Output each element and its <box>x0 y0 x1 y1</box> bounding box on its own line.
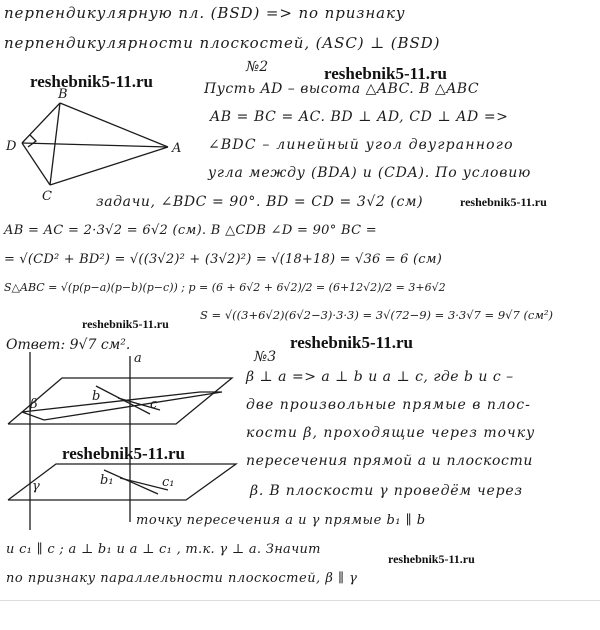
vertex-b-label: B <box>58 87 68 102</box>
answer: Ответ: 9√7 см². <box>6 337 131 353</box>
text-line-16: β. В плоскости γ проведём через <box>250 483 523 499</box>
line-a-label: a <box>134 351 142 366</box>
watermark: reshebnik5-11.ru <box>290 333 413 352</box>
text-line-4: AB = BC = AC. BD ⊥ AD, CD ⊥ AD => <box>210 109 509 125</box>
watermark: reshebnik5-11.ru <box>324 64 447 83</box>
text-line-18: и c₁ ∥ c ; a ⊥ b₁ и a ⊥ c₁ , т.к. γ ⊥ a. Значит <box>6 542 321 557</box>
ruled-line <box>0 600 600 601</box>
figure-planes <box>0 352 240 532</box>
text-line-1: перпендикулярную пл. (BSD) => по признаку <box>4 4 406 22</box>
text-line-6: угла между (BDA) и (CDA). По условию <box>208 165 532 181</box>
plane-gamma-label: γ <box>32 479 40 494</box>
text-line-8: AB = AC = 2·3√2 = 6√2 (см). В △CDB ∠D = 90° BC = <box>4 223 377 238</box>
vertex-d-label: D <box>6 139 17 154</box>
watermark: reshebnik5-11.ru <box>82 317 169 331</box>
vertex-c-label: C <box>42 189 52 204</box>
line-c-label: c <box>150 397 158 412</box>
text-line-11: S = √((3+6√2)(6√2−3)·3·3) = 3√(72−9) = 3·3√7 = 9√7 (см²) <box>200 308 553 322</box>
text-line-3: Пусть AD – высота △ABC. В △ABC <box>204 81 480 97</box>
line-b1-label: b₁ <box>100 473 114 488</box>
text-line-12: β ⊥ a => a ⊥ b и a ⊥ c, где b и c – <box>246 369 514 385</box>
watermark: reshebnik5-11.ru <box>30 72 153 91</box>
line-c1-label: c₁ <box>162 475 175 490</box>
plane-beta-label: β <box>30 397 38 412</box>
text-line-17: точку пересечения a и γ прямые b₁ ∥ b <box>136 513 426 528</box>
problem-3-number: №3 <box>254 349 277 365</box>
text-line-19: по признаку параллельности плоскостей, β ∥ γ <box>6 571 358 586</box>
vertex-a-label: A <box>172 141 182 156</box>
text-line-5: ∠BDC – линейный угол двугранного <box>208 137 514 153</box>
text-line-9: = √(CD² + BD²) = √((3√2)² + (3√2)²) = √(18+18) = √36 = 6 (см) <box>4 252 442 267</box>
text-line-14: кости β, проходящие через точку <box>246 425 536 441</box>
text-line-13: две произвольные прямые в плос- <box>246 397 531 413</box>
watermark: reshebnik5-11.ru <box>388 552 475 566</box>
figure-tetrahedron <box>0 95 200 215</box>
watermark: reshebnik5-11.ru <box>62 444 185 463</box>
text-line-15: пересечения прямой a и плоскости <box>246 453 533 469</box>
text-line-2: перпендикулярности плоскостей, (ASC) ⊥ (BSD) <box>4 34 441 52</box>
problem-2-number: №2 <box>246 59 269 75</box>
text-line-10: S△ABC = √(p(p−a)(p−b)(p−c)) ; p = (6 + 6√2 + 6√2)/2 = (6+12√2)/2 = 3+6√2 <box>4 281 446 294</box>
line-b-label: b <box>92 389 101 404</box>
text-line-7: задачи, ∠BDC = 90°. BD = CD = 3√2 (см) <box>96 194 424 210</box>
watermark: reshebnik5-11.ru <box>460 195 547 209</box>
